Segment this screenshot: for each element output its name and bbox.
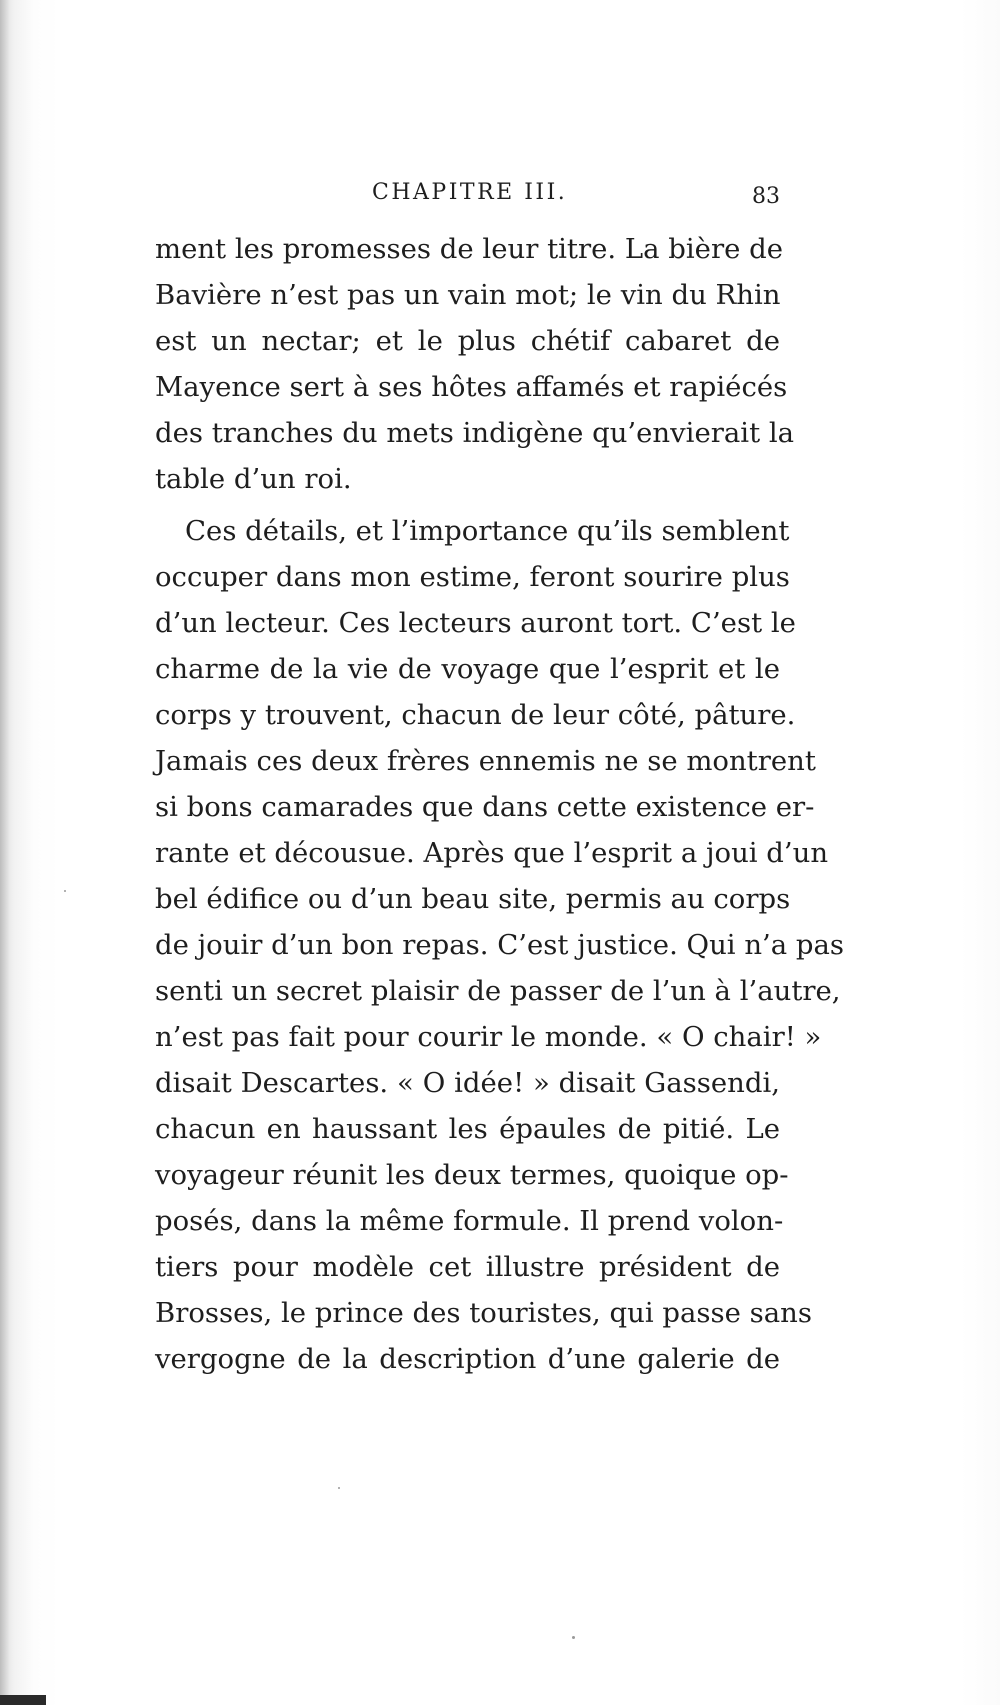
text-line: tiers pour modèle cet illustre président de: [155, 1251, 780, 1283]
text-line: disait Descartes. « O idée! » disait Gassendi,: [155, 1067, 780, 1099]
text-line: charme de la vie de voyage que l’esprit et le: [155, 653, 780, 685]
text-line: Bavière n’est pas un vain mot; le vin du Rhin: [155, 279, 781, 311]
text-line: voyageur réunit les deux termes, quoique op-: [155, 1159, 789, 1191]
paper-speck: [64, 890, 66, 892]
body-text: [155, 226, 845, 1382]
paragraph-2: [155, 508, 845, 1382]
binding-shadow: [0, 0, 10, 1705]
text-line: vergogne de la description d’une galerie de: [155, 1343, 780, 1375]
scan-corner-mark: [0, 1695, 46, 1705]
paper-speck: [572, 1636, 575, 1639]
text-line: chacun en haussant les épaules de pitié. Le: [155, 1113, 780, 1145]
text-line: des tranches du mets indigène qu’envierait la: [155, 417, 795, 449]
text-line: Ces détails, et l’importance qu’ils semblent: [185, 515, 790, 547]
text-line: n’est pas fait pour courir le monde. « O chair! »: [155, 1021, 822, 1053]
text-line: senti un secret plaisir de passer de l’un à l’autre,: [155, 975, 841, 1007]
paper-speck: [338, 1487, 340, 1489]
text-line: Brosses, le prince des touristes, qui passe sans: [155, 1297, 812, 1329]
text-line: bel édifice ou d’un beau site, permis au corps: [155, 883, 791, 915]
page-number: 83: [752, 184, 780, 209]
text-line: ment les promesses de leur titre. La bière de: [155, 233, 783, 265]
text-line: de jouir d’un bon repas. C’est justice. Qui n’a pas: [155, 929, 845, 961]
text-line: Mayence sert à ses hôtes affamés et rapiécés: [155, 371, 788, 403]
text-line: est un nectar; et le plus chétif cabaret de: [155, 325, 780, 357]
text-line: d’un lecteur. Ces lecteurs auront tort. C’est le: [155, 607, 796, 639]
text-line: table d’un roi.: [155, 463, 352, 495]
text-line: occuper dans mon estime, feront sourire plus: [155, 561, 790, 593]
text-line: corps y trouvent, chacun de leur côté, pâture.: [155, 699, 796, 731]
text-line: Jamais ces deux frères ennemis ne se montrent: [155, 745, 816, 777]
running-head: CHAPITRE III.: [372, 180, 568, 205]
text-line: si bons camarades que dans cette existence er-: [155, 791, 815, 823]
text-line: posés, dans la même formule. Il prend volon-: [155, 1205, 784, 1237]
text-line: rante et décousue. Après que l’esprit a joui d’un: [155, 837, 829, 869]
paragraph-1: [155, 226, 795, 502]
